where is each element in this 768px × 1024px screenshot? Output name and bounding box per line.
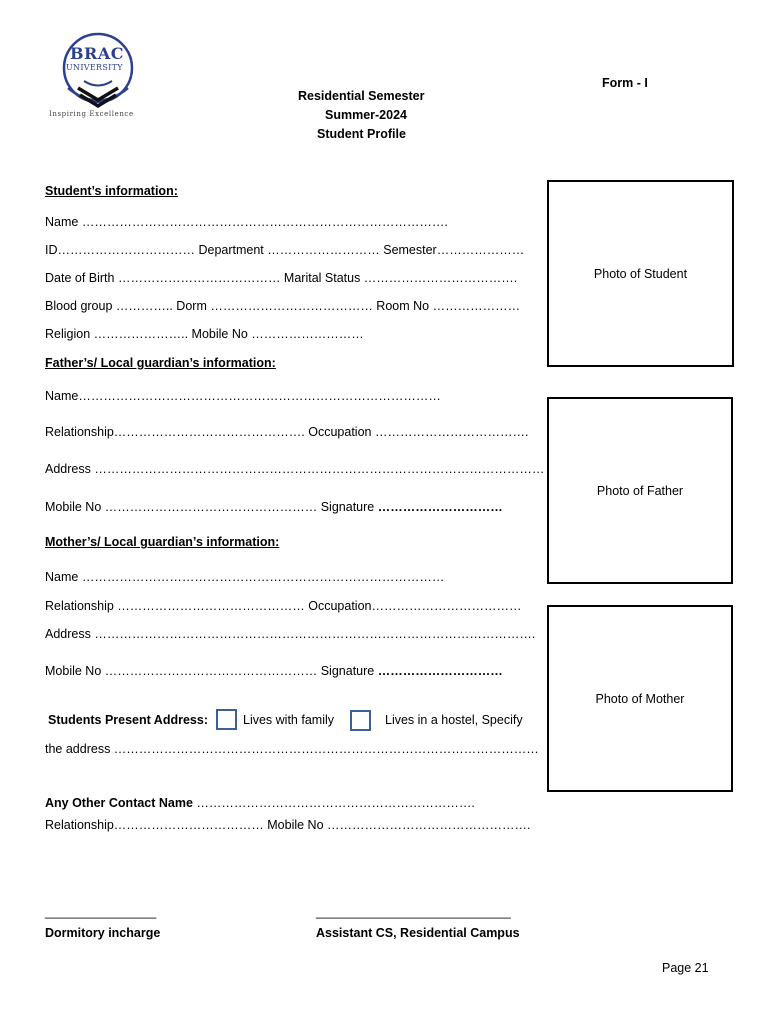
- assistant-cs-signature-line: ____________________________: [316, 905, 511, 919]
- mother-mobile-signature-label: Mobile No …………………………………………… Signature: [45, 664, 378, 678]
- mother-info-heading: Mother’s/ Local guardian’s information:: [45, 535, 280, 549]
- mother-relationship-occupation-field[interactable]: Relationship ……………………………………… Occupation………………………………: [45, 599, 522, 613]
- student-id-dept-semester-field[interactable]: ID…………………………… Department ……………………… Semester…………………: [45, 243, 525, 257]
- father-photo-box: [547, 397, 733, 584]
- form-subtitle: Student Profile: [317, 127, 406, 141]
- present-address-field[interactable]: the address …………………………………………………………………………………………: [45, 742, 539, 756]
- mother-photo-caption: Photo of Mother: [595, 691, 685, 706]
- student-photo-caption: Photo of Student: [593, 266, 688, 281]
- father-address-field[interactable]: Address ………………………………………………………………………………………………: [45, 462, 545, 476]
- dormitory-signature-line: ________________: [45, 905, 157, 919]
- lives-with-family-label: Lives with family: [243, 713, 334, 727]
- mother-mobile-signature-field[interactable]: [45, 664, 503, 679]
- brac-university-logo: [44, 28, 152, 123]
- father-name-field[interactable]: Name……………………………………………………………………………: [45, 389, 441, 403]
- father-relationship-occupation-field[interactable]: Relationship………………………………………. Occupation ……………………………….: [45, 425, 529, 439]
- form-code: Form - I: [602, 76, 648, 90]
- logo-line1: BRAC: [70, 44, 124, 63]
- student-religion-mobile-field[interactable]: Religion ………………….. Mobile No ………………………: [45, 327, 364, 341]
- father-mobile-signature-field[interactable]: [45, 500, 503, 515]
- student-name-field[interactable]: Name …………………………………………………………………………….: [45, 215, 448, 229]
- father-signature-dots: …………………………: [377, 500, 503, 514]
- mother-signature-dots: …………………………: [377, 664, 503, 678]
- logo-emblem-icon: [44, 28, 152, 123]
- father-info-heading: Father’s/ Local guardian’s information:: [45, 356, 276, 370]
- student-blood-dorm-room-field[interactable]: Blood group ………….. Dorm ………………………………… Room No …………………: [45, 299, 521, 313]
- logo-line2: UNIVERSITY: [66, 63, 123, 72]
- father-mobile-signature-label: Mobile No …………………………………………… Signature: [45, 500, 378, 514]
- other-contact-name-field[interactable]: [45, 796, 475, 811]
- form-semester: Summer-2024: [325, 108, 407, 122]
- student-info-heading: Student’s information:: [45, 184, 178, 198]
- assistant-cs-label: Assistant CS, Residential Campus: [316, 926, 520, 940]
- father-photo-caption: Photo of Father: [596, 483, 684, 498]
- lives-in-hostel-checkbox[interactable]: [350, 710, 371, 731]
- logo-tagline: Inspiring Excellence: [49, 110, 134, 118]
- present-address-label: Students Present Address:: [48, 713, 208, 727]
- mother-name-field[interactable]: Name ……………………………………………………………………………: [45, 570, 445, 584]
- page-number: Page 21: [662, 961, 709, 975]
- mother-photo-box: [547, 605, 733, 792]
- student-dob-marital-field[interactable]: Date of Birth ………………………………… Marital Status ……………………………….: [45, 271, 518, 285]
- lives-in-hostel-label: Lives in a hostel, Specify: [385, 713, 523, 727]
- dormitory-incharge-label: Dormitory incharge: [45, 926, 161, 940]
- student-photo-box: [547, 180, 734, 367]
- form-title: Residential Semester: [298, 89, 425, 103]
- lives-with-family-checkbox[interactable]: [216, 709, 237, 730]
- other-contact-label: Any Other Contact Name: [45, 796, 197, 810]
- other-contact-relationship-mobile-field[interactable]: Relationship……………………………… Mobile No ………………………………………….: [45, 818, 531, 832]
- other-contact-dots: ………………………………………………………….: [196, 796, 475, 810]
- mother-address-field[interactable]: Address …………………………………………………………………………………………….: [45, 627, 536, 641]
